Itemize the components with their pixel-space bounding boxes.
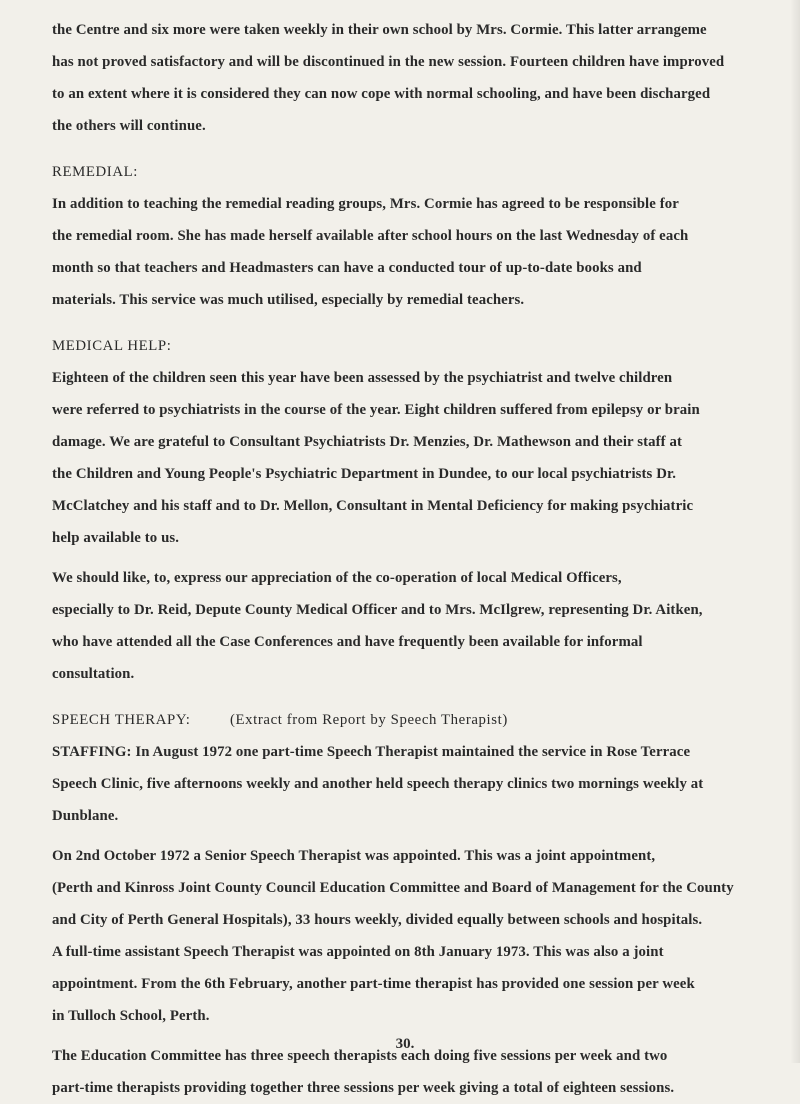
medical-help-paragraph-1: Eighteen of the children seen this year have been assessed by the psychiatrist and twelve children were referred to psychiatrists in the course of the year. Eight children suffered from epilepsy or brain damage. We are grateful to Consultant Psychiatrists Dr. Menzies, Dr. Mathewson and their staff at the Children and Young People's Psychiatric Department in Dundee, to our local psychiatrists Dr. McClatchey and his staff and to Dr. Mellon, Consultant in Mental Deficiency for making psychiatric help available to us. bbox=[52, 370, 700, 546]
medical-help-paragraph-2: We should like, to, express our appreciation of the co-operation of local Medical Officers, especially to Dr. Reid, Depute County Medical Officer and to Mrs. McIlgrew, representing Dr. Aitken, who have attended all the Case Conferences and have frequently been available for informal consultation. bbox=[52, 570, 703, 682]
speech-therapy-paragraph-3: The Education Committee has three speech therapists each doing five sessions per week and two part-time therapists providing together three sessions per week giving a total of eighteen sessions. bbox=[52, 1048, 675, 1096]
spacer bbox=[52, 142, 792, 156]
staffing-paragraph: STAFFING: In August 1972 one part-time Speech Therapist maintained the service in Rose Terrace Speech Clinic, five afternoons weekly and another held speech therapy clinics two mornings weekly at Dunblane. bbox=[52, 744, 704, 824]
medical-help-heading: MEDICAL HELP: bbox=[52, 338, 172, 354]
spacer bbox=[52, 690, 792, 704]
speech-therapy-heading: SPEECH THERAPY: bbox=[52, 712, 191, 728]
intro-paragraph: the Centre and six more were taken weekly in their own school by Mrs. Cormie. This latter arrangeme has not proved satisfactory and will be discontinued in the new session. Fourteen children have improved to an extent where it is considered they can now cope with normal schooling, and have been discharged the others will continue. bbox=[52, 22, 725, 134]
speech-therapy-paragraph-2: On 2nd October 1972 a Senior Speech Therapist was appointed. This was a joint appointment, (Perth and Kinross Joint County Council Education Committee and Board of Management for the County and City of Perth General Hospitals), 33 hours weekly, divided equally between schools and hospitals. A full-time assistant Speech Therapist was appointed on 8th January 1973. This was also a joint appointment. From the 6th February, another part-time therapist has provided one session per week in Tulloch School, Perth. bbox=[52, 848, 734, 1024]
remedial-paragraph: In addition to teaching the remedial reading groups, Mrs. Cormie has agreed to be responsible for the remedial room. She has made herself available after school hours on the last Wednesday of each month so that teachers and Headmasters can have a conducted tour of up-to-date books and materials. This service was much utilised, especially by remedial teachers. bbox=[52, 196, 689, 308]
speech-therapy-heading-row bbox=[52, 704, 792, 736]
page-number: 30. bbox=[395, 1036, 415, 1052]
page-edge-shadow bbox=[790, 0, 800, 1063]
spacer bbox=[52, 554, 792, 562]
speech-therapy-heading-note: (Extract from Report by Speech Therapist) bbox=[230, 712, 508, 728]
spacer bbox=[52, 316, 792, 330]
remedial-heading: REMEDIAL: bbox=[52, 164, 138, 180]
spacer bbox=[52, 832, 792, 840]
